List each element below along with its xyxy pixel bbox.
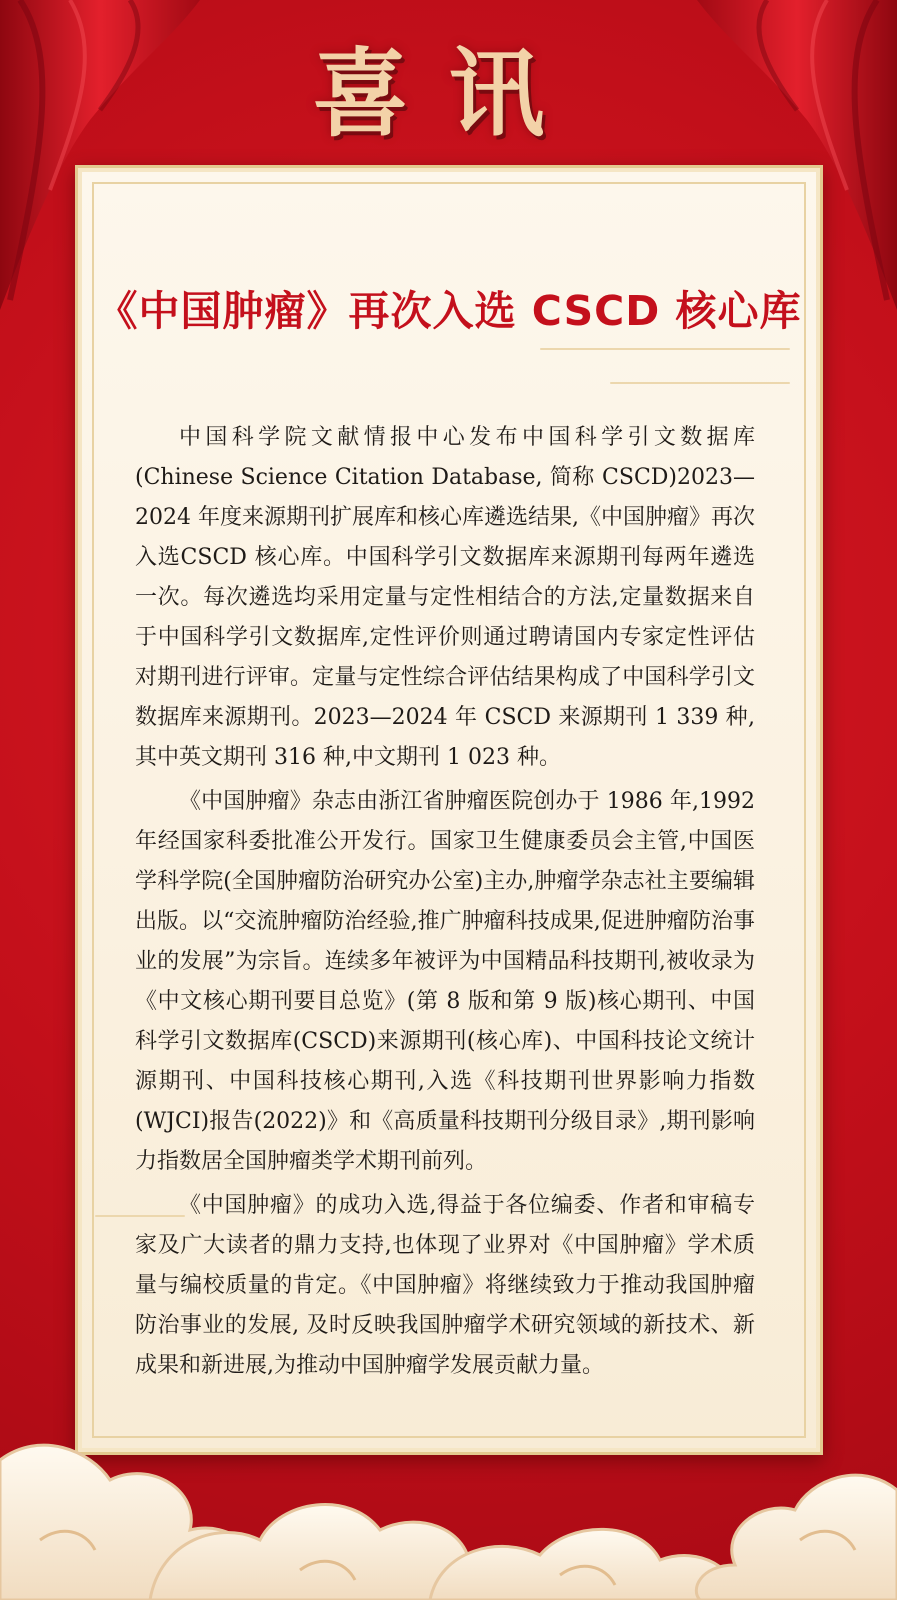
paragraph-3: 《中国肿瘤》的成功入选,得益于各位编委、作者和审稿专家及广大读者的鼎力支持,也体现了业界对《中国肿瘤》学术质量与编校质量的肯定。《中国肿瘤》将继续致力于推动我国肿瘤防治事业的发展, 及时反映我国肿瘤学术研究领域的新技术、新成果和新进展,为推动中国肿瘤学发展贡献力量。 xyxy=(135,1193,755,1378)
paragraph-1: 中国科学院文献情报中心发布中国科学引文数据库(Chinese Science Citation Database, 简称 CSCD)2023—2024 年度来源期刊扩展库和核心库遴选结果,《中国肿瘤》再次入选CSCD 核心库。中国科学引文数据库来源期刊每两年遴选一次。每次遴选均采用定量与定性相结合的方法,定量数据来自于中国科学引文数据库,定性评价则通过聘请国内专家定性评估对期刊进行评审。定量与定性综合评估结果构成了中国科学引文数据库来源期刊。2023—2024 年 CSCD 来源期刊 1 339 种,其中英文期刊 316 种,中文期刊 1 023 种。 xyxy=(135,425,755,770)
decorative-line xyxy=(540,348,790,350)
article-body xyxy=(135,418,755,1390)
article-title: 《中国肿瘤》再次入选 CSCD 核心库 xyxy=(96,287,802,335)
cloud-decoration-icon xyxy=(0,1340,897,1600)
headline: 喜讯 xyxy=(312,37,585,150)
paragraph-2: 《中国肿瘤》杂志由浙江省肿瘤医院创办于 1986 年,1992 年经国家科委批准公开发行。国家卫生健康委员会主管,中国医学科学院(全国肿瘤防治研究办公室)主办,肿瘤学杂志社主要编辑出版。以“交流肿瘤防治经验,推广肿瘤科技成果,促进肿瘤防治事业的发展”为宗旨。连续多年被评为中国精品科技期刊,被收录为《中文核心期刊要目总览》(第 8 版和第 9 版)核心期刊、中国科学引文数据库(CSCD)来源期刊(核心库)、中国科技论文统计源期刊、中国科技核心期刊,入选《科技期刊世界影响力指数(WJCI)报告(2022)》和《高质量科技期刊分级目录》,期刊影响力指数居全国肿瘤类学术期刊前列。 xyxy=(135,789,755,1174)
decorative-line xyxy=(610,382,790,384)
